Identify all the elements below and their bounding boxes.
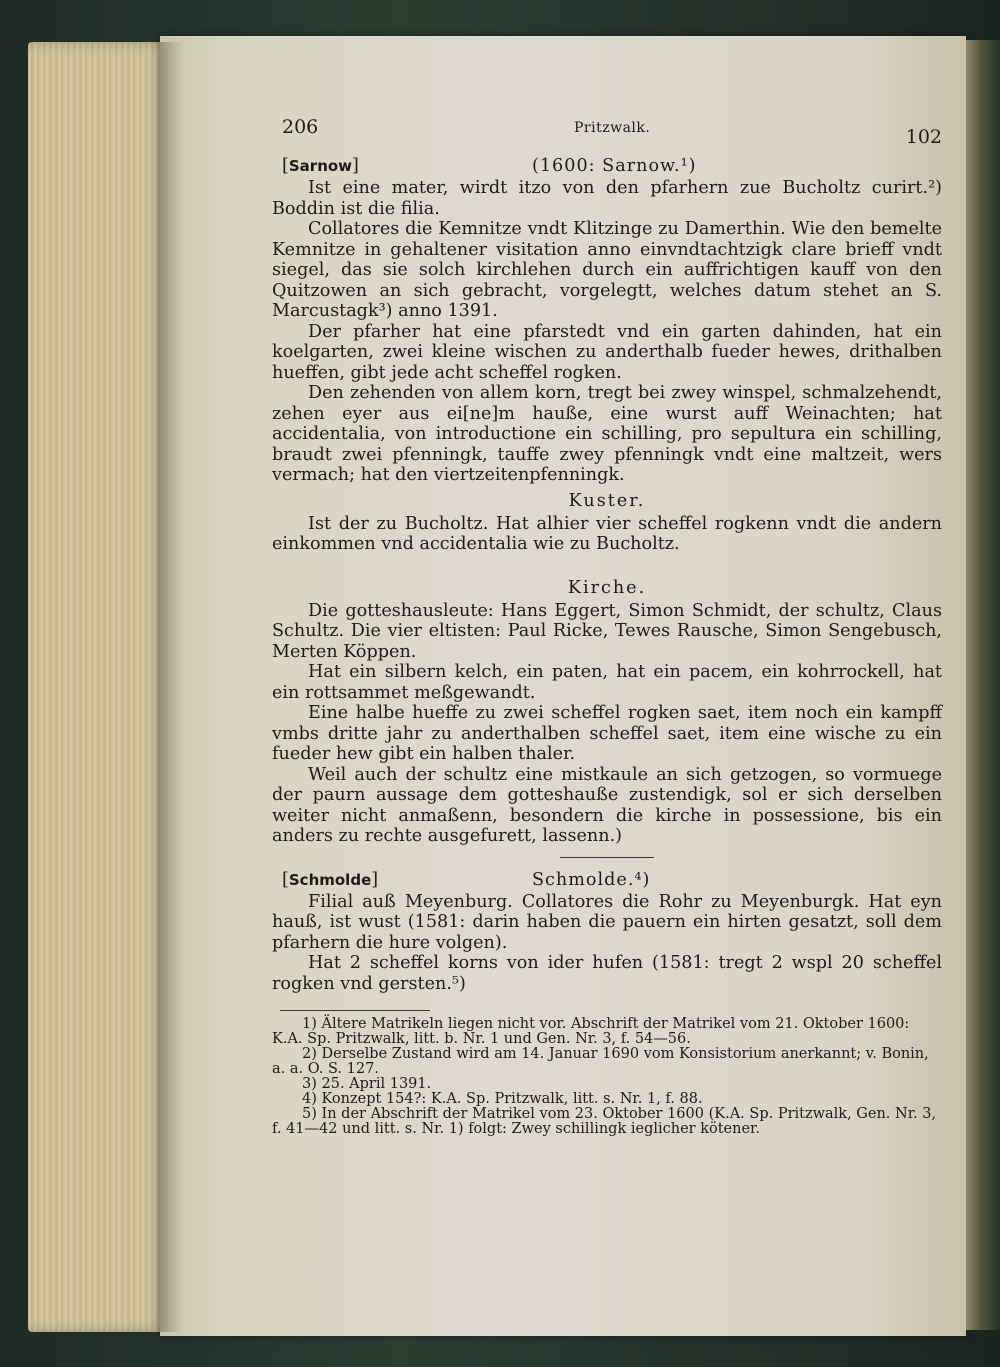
paragraph: Der pfarher hat eine pfarstedt vnd ein garten dahinden, hat ein koelgarten, zwei kleine wischen zu anderthalb fueder hewes, drithalben hueffen, gibt jede acht scheffel rogken. (272, 321, 942, 383)
paragraph: Eine halbe hueffe zu zwei scheffel rogken saet, item noch ein kampff vmbs dritte jahr zu anderthalben scheffel saet, item eine wische zu ein fueder hew gibt ein halben thaler. (272, 703, 942, 764)
running-title: Pritzwalk. (574, 120, 651, 136)
right-edge (966, 40, 1000, 1330)
running-header (272, 116, 942, 152)
paragraph: Ist der zu Bucholtz. Hat alhier vier scheffel rogkenn vndt die andern einkommen vnd accidentalia wie zu Bucholtz. (272, 513, 942, 554)
sarnow-bracket: Sarnow (288, 157, 353, 175)
sarnow-text (272, 178, 942, 486)
schmolde-bracket: Schmolde (288, 870, 372, 889)
sarnow-heading: [Sarnow] (1600: Sarnow.¹) (282, 156, 697, 176)
paragraph: Filial auß Meyenburg. Collatores die Rohr zu Meyenburgk. Hat eyn hauß, ist wust (1581: darin haben die pauern ein hirten gesatzt, soll dem pfarhern die hure volgen). (272, 891, 942, 953)
paragraph: Die gotteshausleute: Hans Eggert, Simon Schmidt, der schultz, Claus Schultz. Die vier eltisten: Paul Ricke, Tewes Rausche, Simon Sengebusch, Merten Köppen. (272, 600, 942, 662)
schmolde-heading: [Schmolde] Schmolde.⁴) (282, 869, 651, 890)
paragraph: Ist eine mater, wirdt itzo von den pfarhern zue Bucholtz curirt.²) Boddin ist die filia. (272, 178, 942, 219)
page-edges (28, 42, 168, 1332)
footnotes (272, 1017, 942, 1137)
gutter-shadow (160, 42, 182, 1332)
footnote: 1) Ältere Matrikeln liegen nicht vor. Abschrift der Matrikel vom 21. Oktober 1600: K.A. Sp. Pritzwalk, litt. b. Nr. 1 und Gen. Nr. 3, f. 54—56. (272, 1016, 910, 1047)
footnote: 4) Konzept 154?: K.A. Sp. Pritzwalk, litt. s. Nr. 1, f. 88. (302, 1091, 703, 1107)
schmolde-subtitle: Schmolde.⁴) (532, 869, 651, 890)
paragraph: Den zehenden von allem korn, tregt bei zwey winspel, schmalzehendt, zehen eyer aus ei[ne]m hauße, eine wurst auff Weinachten; hat accidentalia, von introductione ein schilling, pro sepultura ein schilling, braudt zwei pfenningk, tauffe zwey pfenningk vndt eine maltzeit, wers vermach; hat den viertzeitenpfenningk. (272, 383, 942, 485)
paragraph: Hat 2 scheffel korns von ider hufen (1581: tregt 2 wspl 20 scheffel rogken vnd gersten.⁵) (272, 953, 942, 994)
kirche-heading: Kirche. (567, 577, 647, 598)
page-content (272, 116, 942, 1137)
schmolde-text (272, 892, 942, 995)
paragraph: Collatores die Kemnitze vndt Klitzinge zu Damerthin. Wie den bemelte Kemnitze in gehaltener visitation anno einvndtachtzigk clare brieff vndt siegel, das sie solch kirchlehen durch ein auffrichtigen kauff von den Quitzowen an sich gebracht, vorgelegtt, welches datum stehet an S. Marcustagk³) anno 1391. (272, 219, 942, 321)
section-divider (560, 857, 654, 858)
page-number-left: 206 (282, 116, 319, 138)
paragraph: Hat ein silbern kelch, ein paten, hat ein pacem, ein kohrrockell, hat ein rottsammet meßgewandt. (272, 662, 942, 703)
kirche-text (272, 601, 942, 847)
footnote: 5) In der Abschrift der Matrikel vom 23. Oktober 1600 (K.A. Sp. Pritzwalk, Gen. Nr. 3, f. 41—42 und litt. s. Nr. 1) folgt: Zwey schillingk ieglicher kötener. (272, 1106, 937, 1137)
footnote-rule (280, 1010, 430, 1011)
page-number-right: 102 (905, 126, 942, 148)
kuster-heading: Kuster. (568, 490, 646, 511)
footnote: 3) 25. April 1391. (302, 1076, 432, 1092)
paragraph: Weil auch der schultz eine mistkaule an sich getzogen, so vormuege der paurn aussage dem gotteshauße zustendigk, sol er sich derselben weiter nicht anmaßenn, besondern die kirche in possessione, bis ein anders zu rechte ausgefurett, lassenn.) (272, 764, 942, 846)
kuster-text (272, 514, 942, 555)
footnote: 2) Derselbe Zustand wird am 14. Januar 1690 vom Konsistorium anerkannt; v. Bonin, a. a. O. S. 127. (272, 1046, 929, 1077)
sarnow-subtitle: (1600: Sarnow.¹) (532, 156, 697, 176)
